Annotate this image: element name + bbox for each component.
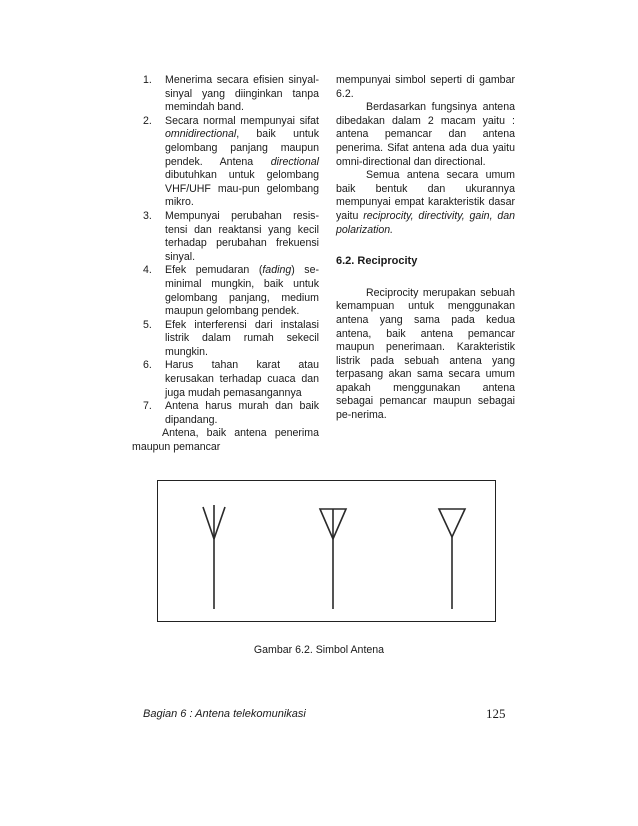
list-item-number: 4.: [143, 264, 152, 277]
section-heading: 6.2. Reciprocity: [336, 255, 418, 268]
figure-caption: Gambar 6.2. Simbol Antena: [253, 644, 385, 656]
list-item-text: Antena harus murah dan baik dipandang.: [165, 400, 319, 426]
list-item-number: 7.: [143, 400, 152, 413]
right-paragraph-2: Berdasarkan fungsinya antena dibedakan dalam 2 macam yaitu : antena pemancar dan antena penerima. Sifat antena ada dua yaitu omni-directional dan directional.: [336, 101, 515, 168]
list-item-text: Harus tahan karat atau kerusakan terhadap cuaca dan juga mudah pemasangannya: [165, 359, 319, 399]
antenna-symbol-triangle-center-line: [320, 509, 346, 609]
list-item: [143, 400, 319, 427]
list-item: [143, 319, 319, 360]
list-item-text: Secara normal mempunyai sifat omnidirectional, baik untuk gelombang panjang maupun pendek. Antena directional dibutuhkan untuk gelombang VHF/UHF mau-pun gelombang mikro.: [165, 114, 319, 209]
antenna-symbols-figure: [158, 481, 495, 621]
antenna-symbol-y: [203, 505, 225, 609]
left-closing-paragraph: Antena, baik antena penerima maupun pemancar: [132, 427, 319, 454]
antenna-symbol-triangle: [439, 509, 465, 609]
right-paragraph-4: Reciprocity merupakan sebuah kemampuan untuk menggunakan antena yang sama pada kedua antena, baik antena pemancar maupun penerimaan. Karakteristik listrik pada sebuah antena yang terpasang akan sama secara umum apakah menggunakan antena sebagai pemancar maupun sebagai pe-nerima.: [336, 286, 515, 422]
right-paragraph-3: Semua antena secara umum baik bentuk dan ukurannya mempunyai empat karakteristik dasar yaitu reciprocity, directivity, gain, dan polarization.: [336, 169, 515, 236]
left-column: [132, 74, 319, 455]
list-item-text: Efek interferensi dari instalasi listrik dalam rumah sekecil mungkin.: [165, 318, 319, 358]
list-item-number: 6.: [143, 359, 152, 372]
right-column: [336, 74, 515, 423]
list-item-text: Efek pemudaran (fading) se-minimal mungkin, baik untuk gelombang panjang, medium maupun gelombang pendek.: [165, 264, 319, 318]
footer-title: Bagian 6 : Antena telekomunikasi: [143, 708, 306, 720]
figure-box: [157, 480, 496, 622]
list-item: [143, 210, 319, 264]
list-item-number: 2.: [143, 114, 152, 127]
list-item: [143, 359, 319, 400]
page-number: 125: [486, 706, 506, 721]
list-item-number: 3.: [143, 209, 152, 222]
list-item-number: 1.: [143, 74, 152, 86]
list-item-number: 5.: [143, 318, 152, 331]
list-item: [143, 264, 319, 318]
list-item: [143, 74, 319, 115]
list-item-text: Menerima secara efisien sinyal-sinyal yang diinginkan tanpa memindah band.: [165, 74, 319, 114]
list-item: [143, 115, 319, 210]
right-paragraph-1: mempunyai simbol seperti di gambar 6.2.: [336, 74, 515, 100]
list-item-text: Mempunyai perubahan resis-tensi dan reaktansi yang kecil terhadap perubahan frekuensi sinyal.: [165, 209, 319, 263]
requirements-list: [143, 74, 319, 427]
